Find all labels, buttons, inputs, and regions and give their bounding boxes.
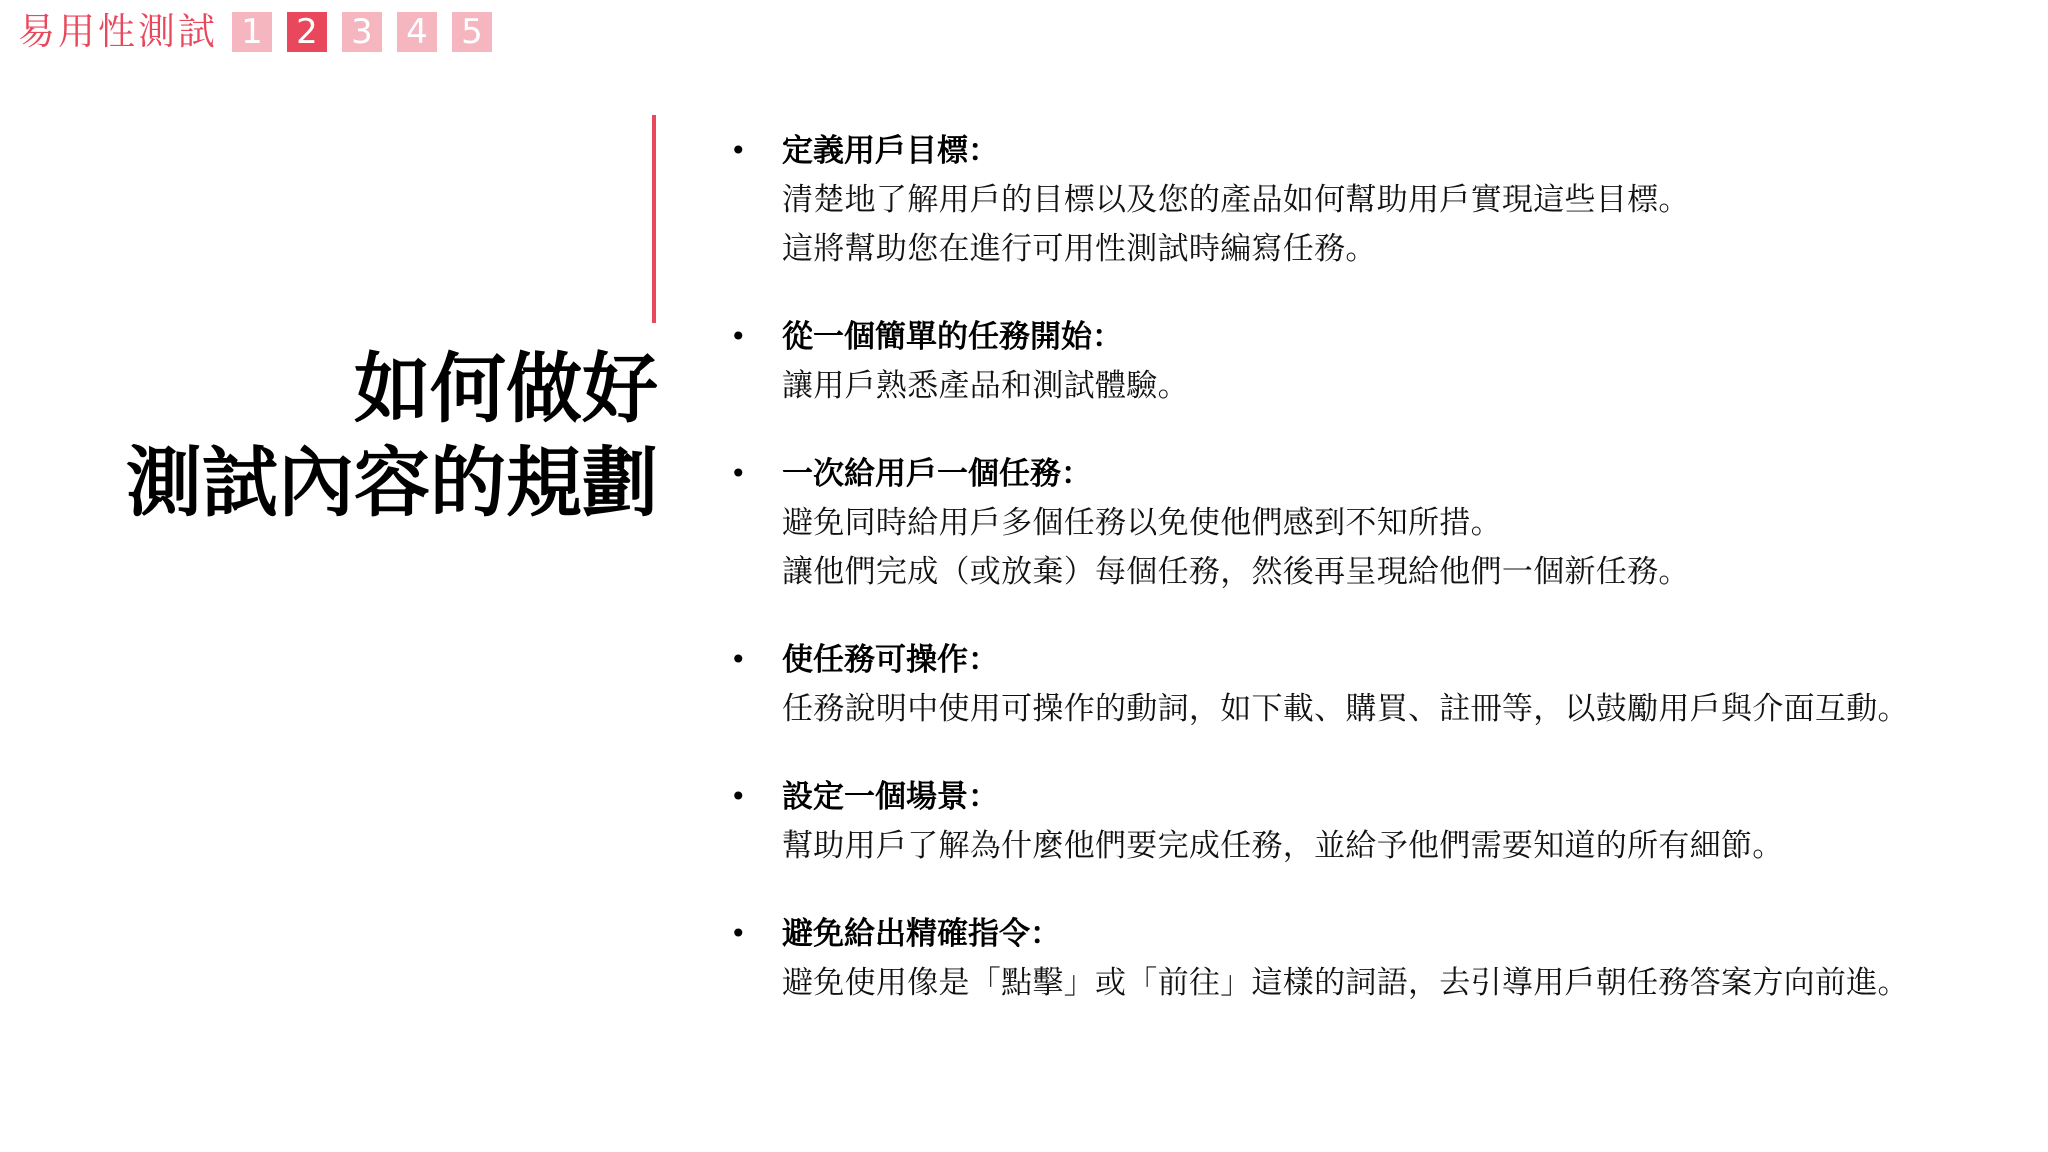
- bullet-icon: •: [730, 643, 747, 676]
- slide-title-line-2: 測試內容的規劃: [126, 438, 658, 527]
- bullet-icon: •: [730, 320, 747, 353]
- item-text: 清楚地了解用戶的目標以及您的產品如何幫助用戶實現這些目標。: [782, 182, 1690, 218]
- accent-divider: [652, 115, 656, 323]
- bullet-icon: •: [730, 134, 747, 167]
- slide-title-line-1: 如何做好: [354, 344, 658, 433]
- item-heading: 從一個簡單的任務開始：: [782, 319, 1123, 355]
- item-heading: 避免給出精確指令：: [782, 916, 1061, 952]
- step-3-button[interactable]: 3: [342, 12, 382, 52]
- bullet-icon: •: [730, 917, 747, 950]
- item-heading: 設定一個場景：: [782, 779, 999, 815]
- item-text: 避免同時給用戶多個任務以免使他們感到不知所措。: [782, 505, 1502, 541]
- list-item: [728, 126, 2028, 274]
- section-title: 易用性測試: [18, 10, 218, 53]
- list-item: [728, 449, 2028, 597]
- item-heading: 一次給用戶一個任務：: [782, 456, 1092, 492]
- step-indicator: [232, 12, 492, 52]
- item-text: 任務說明中使用可操作的動詞，如下載、購買、註冊等，以鼓勵用戶與介面互動。: [782, 691, 1909, 727]
- item-heading: 使任務可操作：: [782, 642, 999, 678]
- step-5-button[interactable]: 5: [452, 12, 492, 52]
- item-text: 讓他們完成（或放棄）每個任務，然後再呈現給他們一個新任務。: [782, 554, 1690, 590]
- list-item: [728, 635, 2028, 734]
- bullet-icon: •: [730, 457, 747, 490]
- item-heading: 定義用戶目標：: [782, 133, 999, 169]
- item-text: 幫助用戶了解為什麼他們要完成任務，並給予他們需要知道的所有細節。: [782, 828, 1784, 864]
- item-text: 讓用戶熟悉產品和測試體驗。: [782, 368, 1189, 404]
- tips-list: [728, 126, 2028, 1008]
- step-4-button[interactable]: 4: [397, 12, 437, 52]
- list-item: [728, 772, 2028, 871]
- bullet-icon: •: [730, 780, 747, 813]
- item-text: 這將幫助您在進行可用性測試時編寫任務。: [782, 231, 1377, 267]
- list-item: [728, 312, 2028, 411]
- slide-title: [126, 342, 658, 530]
- list-item: [728, 909, 2028, 1008]
- slide-header: [18, 10, 492, 54]
- item-text: 避免使用像是「點擊」或「前往」這樣的詞語，去引導用戶朝任務答案方向前進。: [782, 965, 1909, 1001]
- step-1-button[interactable]: 1: [232, 12, 272, 52]
- step-2-button[interactable]: 2: [287, 12, 327, 52]
